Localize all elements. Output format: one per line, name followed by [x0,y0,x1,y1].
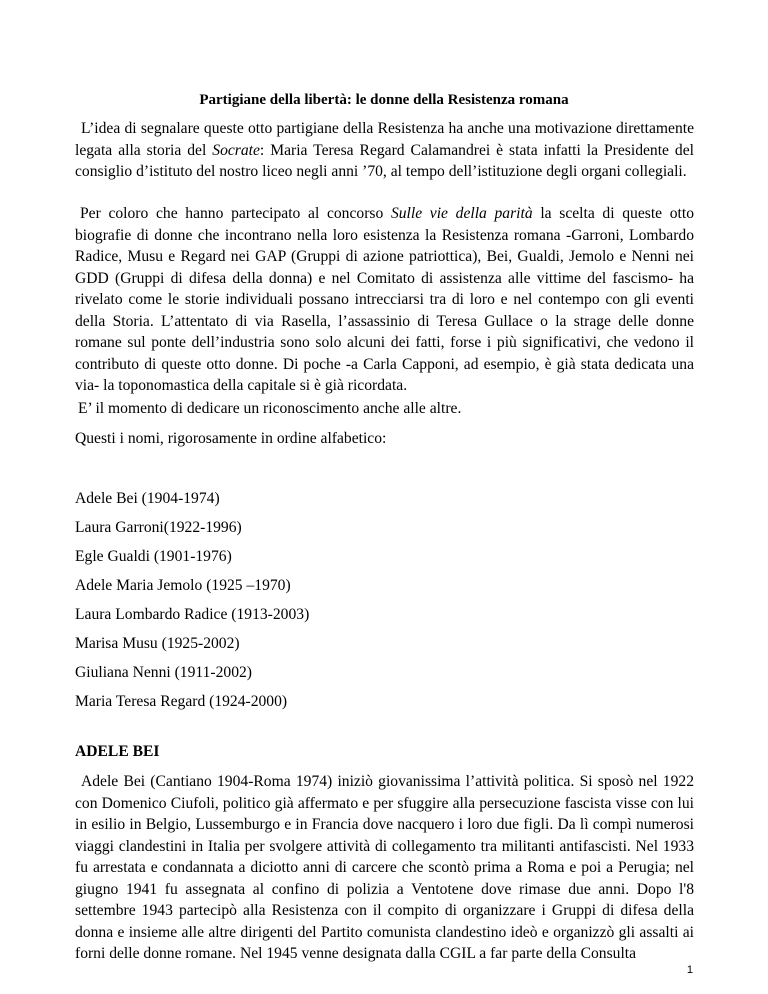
name-item: Adele Maria Jemolo (1925 –1970) [75,577,291,594]
paragraph-intro-text-a: L’idea di segnalare queste otto partigiane della Resistenza ha anche una motivazione direttamente legata alla storia del [75,120,694,159]
name-item: Laura Lombardo Radice (1913-2003) [75,606,310,623]
paragraph-intro-text-b: : Maria Teresa Regard Calamandrei è stata infatti la Presidente del consiglio d’istituto del nostro liceo negli anni ’70, al tempo dell’istituzione degli organi collegiali. [75,141,694,180]
name-item: Marisa Musu (1925-2002) [75,635,240,652]
paragraph-contest-emphasis: Sulle vie della parità [390,205,533,222]
paragraph-adele-bei [75,771,694,965]
name-item: Laura Garroni(1922-1996) [75,519,242,536]
paragraph-names-intro: Questi i nomi, rigorosamente in ordine alfabetico: [75,430,387,447]
name-item: Giuliana Nenni (1911-2002) [75,664,252,681]
page-number: 1 [686,964,693,976]
paragraph-intro [75,118,694,183]
name-item: Maria Teresa Regard (1924-2000) [75,693,288,710]
section-title-adele-bei: ADELE BEI [75,743,160,760]
name-item: Adele Bei (1904-1974) [75,490,220,507]
paragraph-intro-emphasis: Socrate [212,141,260,159]
paragraph-contest-text-b: la scelta di queste otto biografie di donne che incontrano nella loro esistenza la Resistenza romana -Garroni, Lombardo Radice, Musu e Regard nei GAP (Gruppi di azione patriottica), Bei, Gualdi, Jemolo e Nenni nei GDD (Gruppi di difesa della donna) e nel Comitato di assistenza alle vittime del fascismo- ha rivelato come le storie individuali possano intrecciarsi tra di loro e nel contempo con gli eventi della Storia. L’attentato di via Rasella, l’assassinio di Teresa Gullace o la strage delle donne romane sul ponte dell’industria sono solo alcuni dei fatti, forse i più significativi, che vedono il contributo di queste otto donne. Di poche -a Carla Capponi, ad esempio, è già stata dedicata una via- la toponomastica della capitale si è già ricordata. [75,205,695,394]
paragraph-adele-bei-text: Adele Bei (Cantiano 1904-Roma 1974) iniziò giovanissima l’attività politica. Si sposò nel 1922 con Domenico Ciufoli, politico già affermato e per sfuggire alla persecuzione fascista visse con lui in esilio in Belgio, Lussemburgo e in Francia dove nacquero i loro due figli. Da lì compì numerosi viaggi clandestini in Italia per svolgere attività di collegamento tra militanti antifascisti. Nel 1933 fu arrestata e condannata a diciotto anni di carcere che scontò prima a Roma e poi a Perugia; nel giugno 1941 fu assegnata al confino di polizia a Ventotene dove rimase due anni. Dopo l'8 settembre 1943 partecipò alla Resistenza con il compito di organizzare i Gruppi di difesa della donna e insieme alle altre dirigenti del Partito comunista clandestino ideò e organizzò gli assalti ai forni delle donne romane. Nel 1945 venne designata dalla CGIL a far parte della Consulta [75,773,694,962]
paragraph-contest-text-a: Per coloro che hanno partecipato al concorso [80,205,391,222]
paragraph-recognition: E’ il momento di dedicare un riconoscimento anche alle altre. [78,400,462,417]
paragraph-contest [75,203,694,397]
name-item: Egle Gualdi (1901-1976) [75,548,232,565]
document-title: Partigiane della libertà: le donne della Resistenza romana [199,92,569,108]
